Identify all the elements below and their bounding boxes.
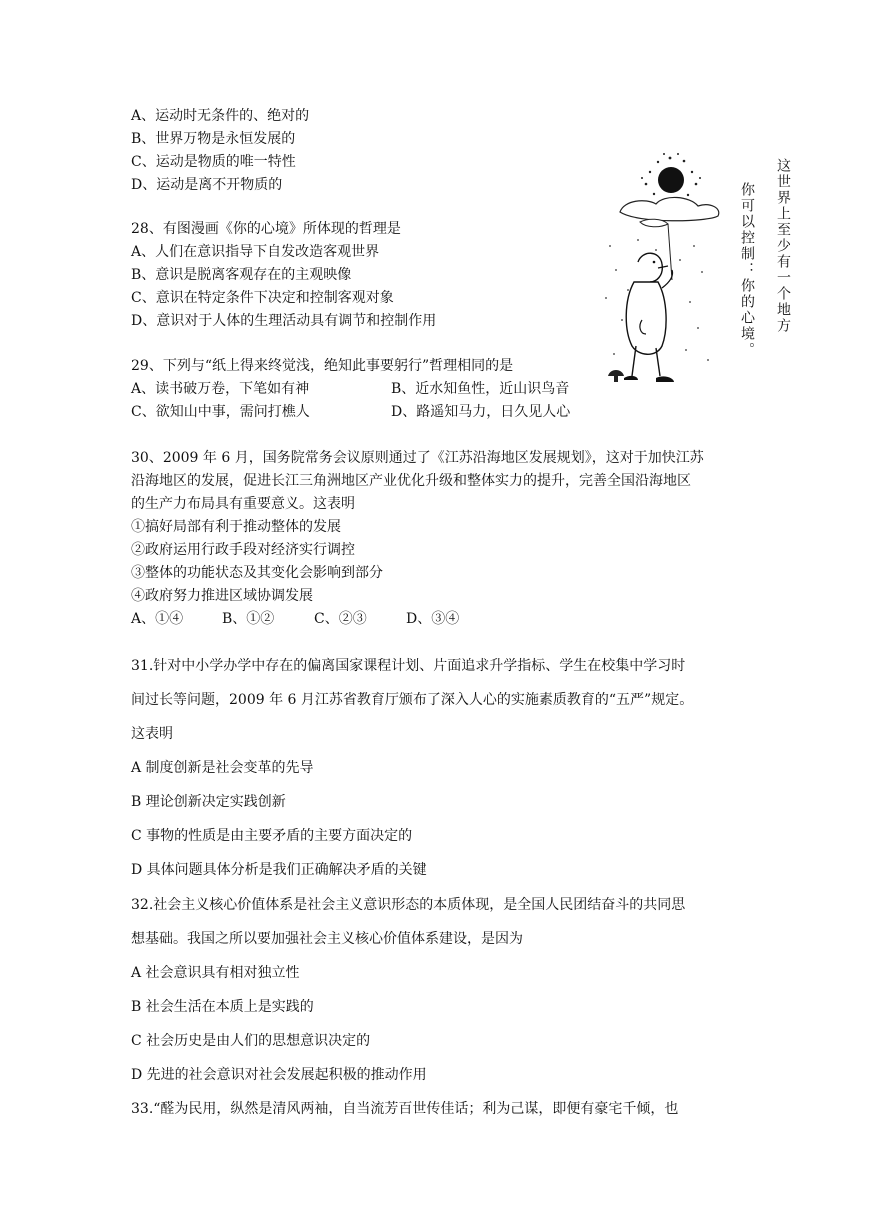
q32-option-c: C 社会历史是由人们的思想意识决定的 bbox=[131, 1033, 371, 1049]
q30-option-d: D、③④ bbox=[406, 611, 460, 627]
q31-option-b: B 理论创新决定实践创新 bbox=[131, 794, 286, 810]
q27-option-b: B、世界万物是永恒发展的 bbox=[131, 131, 296, 147]
q31-option-a: A 制度创新是社会变革的先导 bbox=[131, 760, 314, 776]
q29-option-d: D、路遥知马力，日久见人心 bbox=[391, 404, 571, 420]
q32-stem-line1: 32.社会主义核心价值体系是社会主义意识形态的本质体现，是全国人民团结奋斗的共同思 bbox=[131, 897, 686, 913]
q30-stem-line3: 的生产力布局具有重要意义。这表明 bbox=[131, 496, 355, 512]
q30-option-c: C、②③ bbox=[314, 611, 367, 627]
q30-option-a: A、①④ bbox=[131, 611, 184, 627]
q32-stem-line2: 想基础。我国之所以要加强社会主义核心价值体系建设，是因为 bbox=[131, 931, 523, 947]
q29-option-a: A、读书破万卷，下笔如有神 bbox=[131, 381, 310, 397]
q32-option-d: D 先进的社会意识对社会发展起积极的推动作用 bbox=[131, 1067, 427, 1083]
q30-statement-1: ①搞好局部有利于推动整体的发展 bbox=[131, 519, 341, 535]
sun-icon bbox=[658, 167, 684, 193]
q27-option-a: A、运动时无条件的、绝对的 bbox=[131, 108, 310, 124]
q27-option-c: C、运动是物质的唯一特性 bbox=[131, 154, 296, 170]
q29-stem: 29、下列与“纸上得来终觉浅，绝知此事要躬行”哲理相同的是 bbox=[131, 358, 514, 374]
q30-stem-line1: 30、2009 年 6 月，国务院常务会议原则通过了《江苏沿海地区发展规划》，这对于加快江苏 bbox=[131, 450, 704, 466]
q28-option-b: B、意识是脱离客观存在的主观映像 bbox=[131, 267, 352, 283]
q28-option-c: C、意识在特定条件下决定和控制客观对象 bbox=[131, 290, 394, 306]
q30-statement-3: ③整体的功能状态及其变化会影响到部分 bbox=[131, 565, 383, 581]
q30-stem-line2: 沿海地区的发展，促进长江三角洲地区产业优化升级和整体实力的提升，完善全国沿海地区 bbox=[131, 473, 691, 489]
q30-option-b: B、①② bbox=[222, 611, 275, 627]
q29-option-b: B、近水知鱼性，近山识鸟音 bbox=[391, 381, 570, 397]
q32-option-b: B 社会生活在本质上是实践的 bbox=[131, 999, 314, 1015]
cartoon-caption-col2: 你可以控制：你的心境。 bbox=[739, 182, 755, 358]
cartoon-caption-col1: 这世界上至少有一个地方 bbox=[775, 158, 791, 334]
q28-option-a: A、人们在意识指导下自发改造客观世界 bbox=[131, 244, 380, 260]
q29-option-c: C、欲知山中事，需问打樵人 bbox=[131, 404, 310, 420]
q31-option-c: C 事物的性质是由主要矛盾的主要方面决定的 bbox=[131, 828, 413, 844]
q28-option-d: D、意识对于人体的生理活动具有调节和控制作用 bbox=[131, 313, 437, 329]
q33-stem-line1: 33.“醛为民用，纵然是清风两袖，自当流芳百世传佳话；利为己谋，即便有豪宅千倾，也 bbox=[131, 1101, 679, 1117]
q31-option-d: D 具体问题具体分析是我们正确解决矛盾的关键 bbox=[131, 862, 427, 878]
q31-stem-line2: 间过长等问题，2009 年 6 月江苏省教育厅颁布了深入人心的实施素质教育的“五严”规定。 bbox=[131, 692, 694, 708]
q32-option-a: A 社会意识具有相对独立性 bbox=[131, 965, 300, 981]
q28-stem: 28、有图漫画《你的心境》所体现的哲理是 bbox=[131, 221, 401, 237]
q31-stem-line1: 31.针对中小学办学中存在的偏离国家课程计划、片面追求升学指标、学生在校集中学习时 bbox=[131, 658, 686, 674]
q30-statement-4: ④政府努力推进区域协调发展 bbox=[131, 588, 313, 604]
q27-option-d: D、运动是离不开物质的 bbox=[131, 177, 283, 193]
q30-statement-2: ②政府运用行政手段对经济实行调控 bbox=[131, 542, 355, 558]
q31-stem-line3: 这表明 bbox=[131, 726, 173, 742]
cartoon-your-mood bbox=[598, 150, 813, 390]
